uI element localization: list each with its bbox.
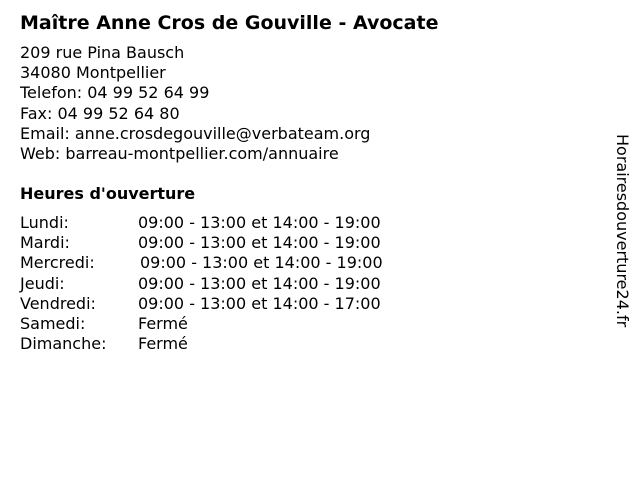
time-value: 09:00 - 13:00 et 14:00 - 17:00	[138, 293, 381, 313]
fax-number: Fax: 04 99 52 64 80	[20, 103, 180, 123]
time-value: 09:00 - 13:00 et 14:00 - 19:00	[138, 233, 381, 253]
time-value: 09:00 - 13:00 et 14:00 - 19:00	[140, 253, 383, 273]
phone-number: Telefon: 04 99 52 64 99	[20, 83, 210, 103]
hours-heading: Heures d'ouverture	[20, 184, 196, 203]
email-address: Email: anne.crosdegouville@verbateam.org	[20, 123, 371, 143]
website: Web: barreau-montpellier.com/annuaire	[20, 143, 339, 163]
contact-info	[20, 43, 370, 164]
day-label: Mercredi:	[20, 253, 95, 273]
day-label: Dimanche:	[20, 334, 107, 354]
watermark-text: Horairesdouverture24.fr	[613, 134, 632, 328]
day-label: Jeudi:	[20, 273, 65, 293]
address-city: 34080 Montpellier	[20, 63, 166, 83]
day-label: Mardi:	[20, 233, 70, 253]
time-value: Fermé	[138, 313, 188, 333]
page-title: Maître Anne Cros de Gouville - Avocate	[20, 12, 439, 34]
time-value: 09:00 - 13:00 et 14:00 - 19:00	[138, 273, 381, 293]
day-label: Vendredi:	[20, 293, 96, 313]
day-label: Samedi:	[20, 313, 86, 333]
time-value: 09:00 - 13:00 et 14:00 - 19:00	[138, 213, 381, 232]
time-value: Fermé	[138, 334, 188, 354]
address-street: 209 rue Pina Bausch	[20, 43, 185, 62]
day-label: Lundi:	[20, 213, 69, 232]
